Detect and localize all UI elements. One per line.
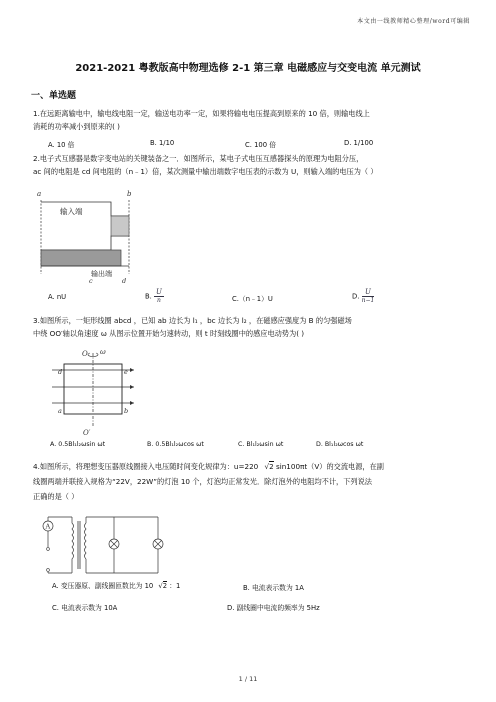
q4-option-d: D. 副线圈中电流的频率为 5Hz	[227, 604, 320, 612]
q3-label-d: d	[58, 368, 63, 376]
sqrt-symbol: √	[264, 462, 270, 471]
q2-option-b	[145, 289, 164, 304]
q4-option-a-suffix: ：1	[169, 582, 181, 590]
q2-option-d-numerator: U	[362, 289, 375, 297]
q3-option-b: B. 0.5Bl₁l₂ωcos ωt	[147, 441, 204, 448]
page-number: 1 / 11	[238, 675, 258, 683]
q4-option-c: C. 电流表示数为 10A	[52, 604, 118, 612]
q2-divider-figure	[33, 188, 143, 284]
question-3-line-2: 中绕 OO′轴以角速度 ω 从图示位置开始匀速转动，则 t 时刻线圈中的感应电动势为( )	[33, 329, 305, 338]
question-1	[33, 107, 463, 133]
q2-option-d-denominator: n−1	[361, 297, 375, 304]
q2-input-label: 输入端	[60, 207, 83, 216]
q3-label-o: O	[82, 350, 88, 358]
q2-label-d: d	[122, 277, 127, 284]
q4-option-b: B. 电流表示数为 1A	[243, 584, 304, 592]
q2-option-b-fraction	[154, 289, 164, 304]
question-2-line-1: 2.电子式互感器是数字变电站的关键装备之一．如图所示，某电子式电压互感器探头的原理为电阻分压，	[33, 154, 364, 163]
q4-transformer-figure	[40, 513, 170, 577]
question-4-line-3: 正确的是（ ）	[33, 492, 79, 501]
header-note: 本文由一线教师精心整理/word可编辑	[357, 18, 470, 25]
q2-label-b: b	[127, 190, 132, 198]
q2-label-a: a	[37, 190, 42, 198]
q2-option-d-prefix: D.	[352, 292, 360, 301]
question-4-line-1-a: 4.如图所示，将理想变压器原线圈接入电压随时间变化规律为：u=220	[33, 462, 259, 471]
q4-option-a-prefix: A. 变压器原、副线圈匝数比为 10	[52, 582, 154, 590]
q3-label-o-prime: O′	[83, 429, 91, 437]
question-4-line-1-b: sin100πt（V）的交流电源，在副	[276, 462, 384, 471]
question-4-sqrt-value: 2	[269, 462, 274, 471]
q4-ammeter-label: A	[45, 522, 51, 531]
section-heading: 一、单选题	[31, 91, 77, 101]
question-3-line-1: 3.如图所示，一矩形线圈 abcd ，已知 ab 边长为 l₁ ，bc 边长为 l₂ ，在磁感应强度为 B 的匀强磁场	[33, 316, 352, 325]
q2-option-b-denominator: n	[157, 297, 161, 304]
q2-option-d	[352, 289, 374, 304]
question-2-line-2: ac 间的电阻是 cd 间电阻的（n﹣1）倍，某次测量中输出端数字电压表的示数为 U，则输入端的电压为（ ）	[33, 167, 378, 176]
q4-option-a	[52, 580, 180, 590]
q1-option-a: A. 10 倍	[48, 141, 75, 149]
q1-option-b: B. 1/10	[150, 139, 175, 147]
q2-option-a: A. nU	[48, 293, 67, 301]
page-title: 2021-2021 粤教版高中物理选修 2-1 第三章 电磁感应与交变电流 单元测试	[75, 63, 421, 74]
q3-option-d: D. Bl₁l₂ωcos ωt	[316, 441, 364, 448]
question-2	[33, 152, 463, 178]
question-4-line-2: 线圈两端并联接入规格为“22V，22W”的灯泡 10 个，灯泡均正常发光．除灯泡外的电阻均不计，下列说法	[33, 477, 372, 486]
q3-label-e: e	[124, 368, 128, 376]
question-4	[33, 459, 463, 504]
sqrt-symbol: √	[158, 582, 163, 590]
q3-omega-label: ω	[100, 348, 106, 356]
q1-option-d: D. 1/100	[344, 139, 374, 147]
q2-label-c: c	[89, 277, 93, 284]
q3-label-a: a	[58, 407, 62, 415]
question-4-line-1	[33, 459, 463, 474]
q4-option-a-sqrt-value: 2	[162, 582, 168, 590]
q3-option-a: A. 0.5Bl₁l₂ωsin ωt	[50, 441, 106, 448]
q2-output-label: 输出端	[91, 270, 112, 278]
question-3	[33, 314, 463, 340]
q2-option-b-prefix: B.	[145, 292, 152, 301]
q3-coil-figure	[50, 347, 140, 437]
lamp-icon	[153, 517, 163, 573]
q2-option-b-numerator: U	[156, 288, 162, 296]
question-1-line-2: 消耗的功率减小到原来的( )	[33, 122, 120, 131]
q2-option-d-fraction	[362, 289, 375, 304]
q2-option-c: C.（n﹣1）U	[232, 295, 273, 303]
q3-label-b: b	[124, 407, 129, 415]
q1-option-c: C. 100 倍	[245, 141, 276, 149]
q3-option-c: C. Bl₁l₂ωsin ωt	[238, 441, 284, 448]
question-1-line-1: 1.在远距离输电中，输电线电阻一定，输送电功率一定，如果将输电电压提高到原来的 10 倍，则输电线上	[33, 109, 370, 118]
lamp-icon	[109, 517, 119, 573]
